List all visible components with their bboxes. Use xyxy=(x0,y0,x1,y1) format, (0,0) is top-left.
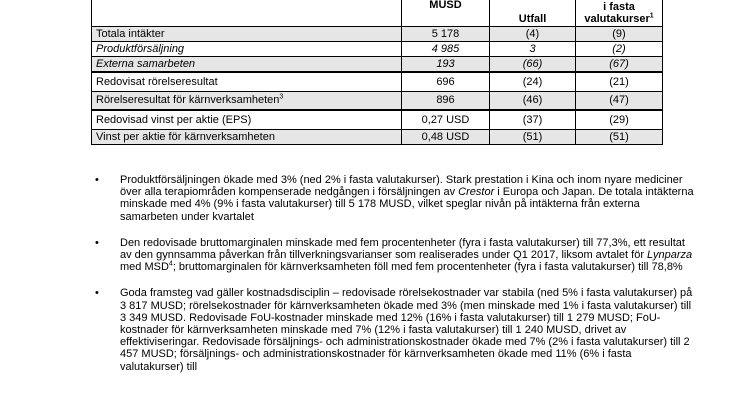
table-row xyxy=(92,91,663,110)
bullet-item xyxy=(95,287,695,372)
row-fasta: (9) xyxy=(576,27,663,42)
table-row xyxy=(92,110,663,129)
row-fasta: (51) xyxy=(576,129,663,144)
table-row xyxy=(92,72,663,91)
row-musd: 4 985 xyxy=(402,42,490,57)
bullet-text-product: Lynparza xyxy=(647,249,693,262)
row-label-text: Rörelseresultat för kärnverksamheten xyxy=(96,94,280,107)
header-utfall: Utfall xyxy=(490,0,576,27)
bullet-dot-icon: • xyxy=(95,287,99,300)
header-fasta-line1: i fasta xyxy=(603,1,635,13)
row-label xyxy=(92,91,402,110)
row-utfall: (37) xyxy=(490,110,576,129)
row-fasta: (2) xyxy=(576,42,663,57)
bullet-dot-icon: • xyxy=(95,236,99,249)
row-label: Redovisat rörelseresultat xyxy=(92,72,402,91)
bullet-item xyxy=(95,174,695,223)
table-row xyxy=(92,42,663,57)
row-musd: 0,48 USD xyxy=(402,129,490,144)
row-musd: 193 xyxy=(402,57,490,73)
row-label: Redovisad vinst per aktie (EPS) xyxy=(92,110,402,129)
bullet-footnote: 4 xyxy=(168,260,173,268)
bullet-item xyxy=(95,237,695,274)
header-fasta-valutakurser xyxy=(576,0,663,27)
header-musd: MUSD xyxy=(402,0,490,27)
row-musd: 896 xyxy=(402,91,490,110)
header-fasta-footnote: 1 xyxy=(649,12,654,20)
row-musd: 0,27 USD xyxy=(402,110,490,129)
bullet-text xyxy=(120,174,695,223)
bullet-text: Goda framsteg vad gäller kostnadsdisciplin – redovisade rörelsekostnader var stabila (ned 5% i fasta valutakurser) på 3 817 MUSD; rörelsekostnader för kärnverksamheten ökade med 3% (men minskade med 1% i fasta valutakurser) till 3 349 MUSD. Redovisade FoU-kostnader minskade med 12% (16% i fasta valutakurser) till 1 279 MUSD; FoU-kostnader för kärnverksamheten minskade med 7% (12% i fasta valutakurser) till 1 240 MUSD, drivet av effektiviseringar. Redovisade försäljnings- och administrationskostnader ökade med 7% (2% i fasta valutakurser) till 2 457 MUSD; försäljnings- och administrationskostnader för kärnverksamheten ökade med 11% (6% i fasta valutakurser) till xyxy=(120,287,693,373)
results-table-wrapper xyxy=(91,0,663,145)
row-fasta: (29) xyxy=(576,110,663,129)
row-label: Totala intäkter xyxy=(92,27,402,42)
bullet-list xyxy=(95,174,695,387)
bullet-text-part: Produktförsäljningen ökade med 3% (ned 2% i fasta valutakurser). Stark prestation i Kina och inom nyare mediciner över alla terapiområden kompenserade nedgången i försäljningen av xyxy=(120,174,683,199)
row-fasta: (21) xyxy=(576,72,663,91)
row-utfall: (24) xyxy=(490,72,576,91)
bullet-text xyxy=(120,237,695,274)
row-fasta: (67) xyxy=(576,57,663,73)
row-utfall: (4) xyxy=(490,27,576,42)
row-utfall: (51) xyxy=(490,129,576,144)
row-label: Externa samarbeten xyxy=(92,57,402,73)
row-fasta: (47) xyxy=(576,91,663,110)
bullet-text-part: ; bruttomarginalen för kärnverksamheten föll med fem procentenheter (fyra i fasta valutakurser) till 78,8% xyxy=(172,261,683,274)
row-utfall: (46) xyxy=(490,91,576,110)
table-row xyxy=(92,27,663,42)
table-header-row xyxy=(92,0,663,27)
table-row xyxy=(92,129,663,144)
bullet-text-part: i Europa och Japan. De totala intäkterna minskade med 4% (9% i fasta valutakurser) till 5 178 MUSD, vilket speglar nivån på intäkterna från externa samarbeten under kvartalet xyxy=(120,186,694,223)
bullet-text-product: Crestor xyxy=(458,186,495,199)
bullet-dot-icon: • xyxy=(95,174,99,186)
bullet-text-part: med MSD xyxy=(120,261,169,274)
header-label-cell xyxy=(92,0,402,27)
row-musd: 696 xyxy=(402,72,490,91)
bullet-text-part: Den redovisade bruttomarginalen minskade med fem procentenheter (fyra i fasta valutakurser) till 77,3%, ett resultat av den gynnsamma påverkan från tillverkningsvarianser som realiserades under Q1 2017, liksom avtalet för xyxy=(120,236,685,262)
table-row xyxy=(92,57,663,73)
row-utfall: (66) xyxy=(490,57,576,73)
row-label: Produktförsäljning xyxy=(92,42,402,57)
row-label-footnote: 3 xyxy=(279,93,284,101)
row-utfall: 3 xyxy=(490,42,576,57)
row-label: Vinst per aktie för kärnverksamheten xyxy=(92,129,402,144)
row-musd: 5 178 xyxy=(402,27,490,42)
results-table xyxy=(91,0,663,145)
header-fasta-line2 xyxy=(580,13,658,25)
header-fasta-line2-text: valutakurser xyxy=(584,13,650,25)
